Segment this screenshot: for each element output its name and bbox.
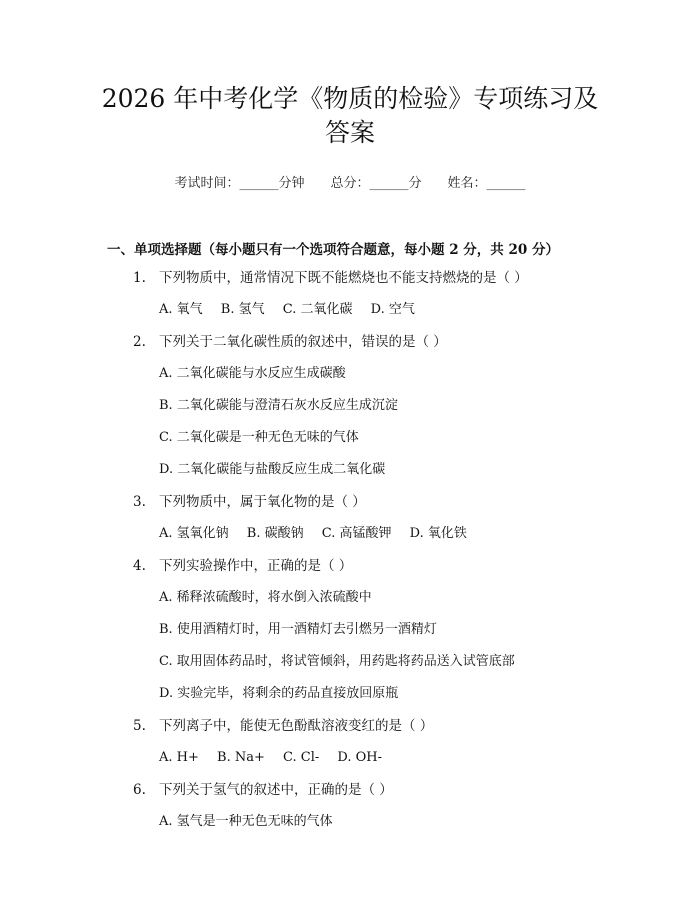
option-d: D. 二氧化碳能与盐酸反应生成二氧化碳 <box>159 462 386 477</box>
question-text: 下列离子中，能使无色酚酞溶液变红的是（ ） <box>159 718 434 734</box>
question-5 <box>133 710 700 774</box>
question-text: 下列物质中，属于氧化物的是（ ） <box>159 494 366 510</box>
option-c: C. 取用固体药品时，将试管倾斜，用药匙将药品送入试管底部 <box>159 654 515 669</box>
question-number: 6. <box>133 782 146 798</box>
exam-time-field: 考试时间：______分钟 <box>174 176 305 191</box>
title-line-1: 2026 年中考化学《物质的检验》专项练习及 <box>101 84 599 113</box>
question-text: 下列关于氢气的叙述中，正确的是（ ） <box>159 782 393 798</box>
question-3 <box>133 486 700 550</box>
question-4 <box>133 550 700 710</box>
question-6 <box>133 774 700 838</box>
option-a: A. 二氧化碳能与水反应生成碳酸 <box>159 366 346 381</box>
option-d: D. 氧化铁 <box>409 526 467 541</box>
options-row <box>159 518 700 550</box>
option-d: D. 实验完毕，将剩余的药品直接放回原瓶 <box>159 686 399 701</box>
question-1 <box>133 262 700 326</box>
question-number: 5. <box>133 718 146 734</box>
option-d: D. OH- <box>337 750 383 765</box>
student-name-field: 姓名：______ <box>447 176 526 191</box>
exam-meta <box>0 172 700 191</box>
options-row <box>159 742 700 774</box>
question-number: 3. <box>133 494 146 510</box>
option-b: B. Na+ <box>217 750 265 765</box>
title-line-2: 答案 <box>324 118 375 147</box>
option-a: A. H+ <box>159 750 199 765</box>
option-a: A. 稀释浓硫酸时，将水倒入浓硫酸中 <box>159 590 372 605</box>
total-score-field: 总分：______分 <box>330 176 422 191</box>
option-a: A. 氢氧化钠 <box>159 526 229 541</box>
option-a: A. 氢气是一种无色无味的气体 <box>159 814 333 829</box>
option-b: B. 碳酸钠 <box>246 526 304 541</box>
option-d: D. 空气 <box>370 302 415 317</box>
option-a: A. 氧气 <box>159 302 203 317</box>
option-b: B. 氢气 <box>220 302 265 317</box>
page-title <box>90 82 610 150</box>
option-c: C. 二氧化碳 <box>282 302 353 317</box>
question-text: 下列实验操作中，正确的是（ ） <box>159 558 353 574</box>
section-heading: 一、单项选择题（每小题只有一个选项符合题意，每小题 2 分，共 20 分） <box>107 242 559 258</box>
option-c: C. 高锰酸钾 <box>321 526 392 541</box>
question-text: 下列关于二氧化碳性质的叙述中，错误的是（ ） <box>159 334 447 350</box>
question-2 <box>133 326 700 486</box>
option-b: B. 二氧化碳能与澄清石灰水反应生成沉淀 <box>159 398 398 413</box>
option-c: C. Cl- <box>283 750 320 765</box>
question-number: 4. <box>133 558 146 574</box>
question-number: 1. <box>133 270 146 286</box>
question-text: 下列物质中，通常情况下既不能燃烧也不能支持燃烧的是（ ） <box>159 270 528 286</box>
option-c: C. 二氧化碳是一种无色无味的气体 <box>159 430 359 445</box>
options-row <box>159 294 700 326</box>
question-number: 2. <box>133 334 146 350</box>
question-list <box>133 262 700 838</box>
option-b: B. 使用酒精灯时，用一酒精灯去引燃另一酒精灯 <box>159 622 437 637</box>
